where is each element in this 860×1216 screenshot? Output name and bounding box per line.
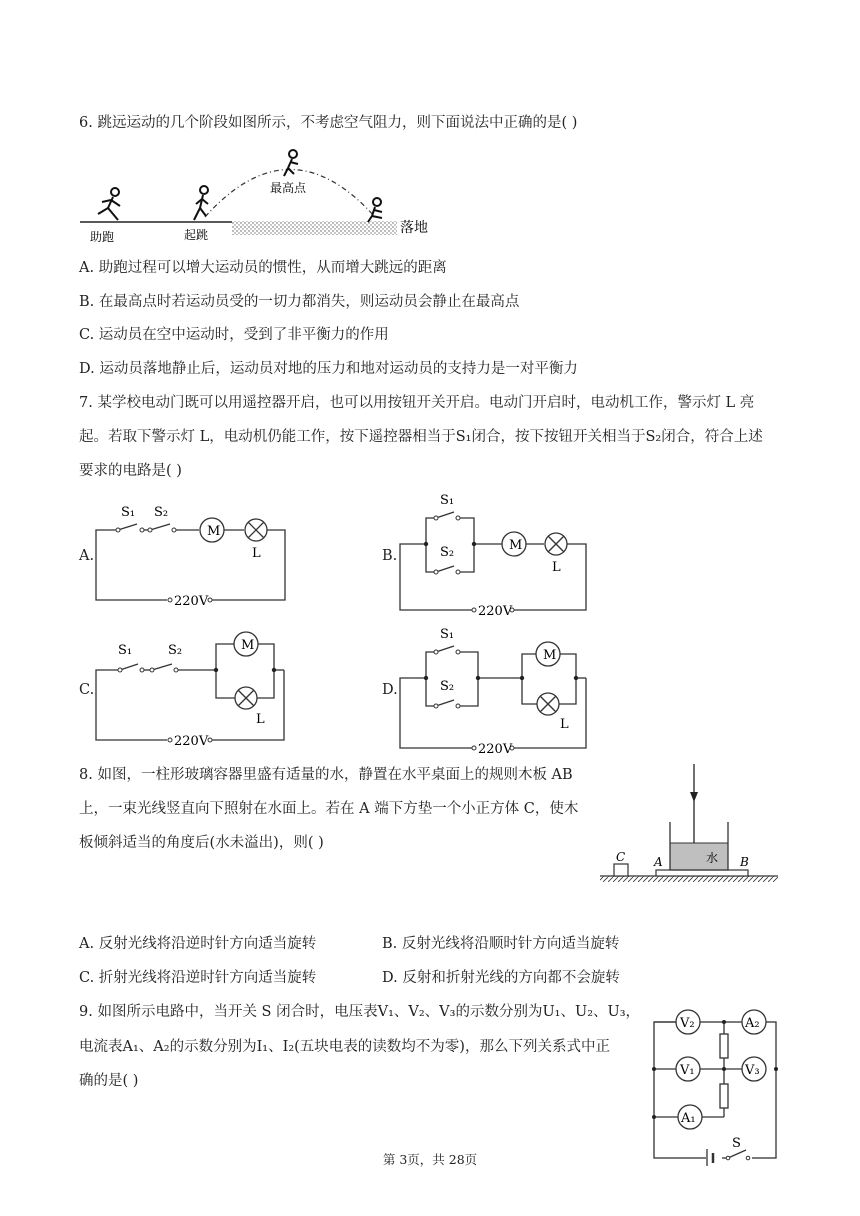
q8-stem-line1: 8. 如图，一柱形玻璃容器里盛有适量的水，静置在水平桌面上的规则木板 AB [79,767,573,783]
svg-text:水: 水 [706,851,719,865]
q7-stem-line2: 起。若取下警示灯 L，电动机仍能工作，按下遥控器相当于S₁闭合，按下按钮开关相当于S₂闭合，符合上述 [79,429,763,445]
svg-text:S: S [732,1136,741,1151]
svg-text:S₂: S₂ [168,643,183,658]
q8-option-c: C. 折射光线将沿逆时针方向适当旋转 [79,970,317,986]
svg-text:L: L [560,717,569,732]
svg-text:220V: 220V [478,604,513,616]
svg-text:L: L [552,560,561,575]
q6-option-a: A. 助跑过程可以增大运动员的惯性，从而增大跳远的距离 [79,260,447,276]
svg-text:A₂: A₂ [745,1016,760,1031]
q9-stem-line2: 电流表A₁、A₂的示数分别为I₁、I₂(五块电表的读数均不为零)，那么下列关系式中正 [79,1039,610,1055]
svg-text:S₂: S₂ [154,505,169,520]
q8-option-a: A. 反射光线将沿逆时针方向适当旋转 [79,936,317,952]
svg-text:M: M [509,538,523,553]
q7-circuit-d [394,622,594,754]
q7-stem-line3: 要求的电路是( ) [79,463,182,479]
q9-stem-line3: 确的是( ) [79,1073,139,1089]
svg-text:S₂: S₂ [440,545,455,560]
svg-text:L: L [256,712,265,727]
q6-option-c: C. 运动员在空中运动时，受到了非平衡力的作用 [79,327,389,343]
q7-circuit-a [92,500,292,610]
svg-text:S₁: S₁ [118,643,133,658]
svg-text:M: M [207,524,221,539]
q8-option-b: B. 反射光线将沿顺时针方向适当旋转 [382,936,620,952]
svg-text:S₁: S₁ [121,505,136,520]
svg-text:M: M [241,638,255,653]
q7-label-d: D. [382,682,398,698]
q6-long-jump-figure [80,142,450,247]
svg-text:S₁: S₁ [440,493,455,508]
svg-text:V₃: V₃ [745,1063,760,1078]
page-footer: 第 3页，共 28页 [382,1152,478,1167]
q6-stem: 6. 跳远运动的几个阶段如图所示，不考虑空气阻力，则下面说法中正确的是( ) [79,115,578,131]
q9-stem-line1: 9. 如图所示电路中，当开关 S 闭合时，电压表V₁、V₂、V₃的示数分别为U₁、U₂、U₃， [79,1004,641,1020]
svg-text:220V: 220V [478,742,513,754]
label-takeoff: 起跳 [184,228,209,242]
q8-option-d: D. 反射和折射光线的方向都不会旋转 [382,970,620,986]
q7-circuit-b [394,488,594,616]
svg-text:220V: 220V [174,594,209,609]
svg-text:B: B [740,855,749,869]
q6-option-b: B. 在最高点时若运动员受的一切力都消失，则运动员会静止在最高点 [79,294,520,310]
peak-figure [284,150,298,176]
svg-text:V₁: V₁ [680,1063,695,1078]
svg-text:L: L [252,546,261,561]
label-land: 落地 [400,220,428,236]
q7-label-b: B. [382,548,398,564]
label-peak: 最高点 [270,181,307,195]
q7-label-a: A. [79,548,95,564]
q8-container-figure [598,762,783,886]
q8-stem-line3: 板倾斜适当的角度后(水未溢出)，则( ) [79,835,324,851]
svg-text:V₂: V₂ [680,1016,695,1031]
svg-text:C: C [616,850,626,864]
svg-text:S₁: S₁ [440,627,455,642]
svg-text:M: M [543,648,557,663]
svg-text:A₁: A₁ [681,1111,696,1126]
q7-label-c: C. [79,682,95,698]
q9-meter-circuit [648,1004,782,1166]
svg-text:S₂: S₂ [440,679,455,694]
q7-circuit-c [92,626,292,748]
svg-text:A: A [654,855,663,869]
svg-text:220V: 220V [174,734,209,748]
label-run: 助跑 [90,230,115,244]
q8-stem-line2: 上，一束光线竖直向下照射在水面上。若在 A 端下方垫一个小正方体 C，使木 [79,801,579,817]
q6-option-d: D. 运动员落地静止后，运动员对地的压力和地对运动员的支持力是一对平衡力 [79,361,578,377]
landing-figure [368,198,382,222]
q7-stem-line1: 7. 某学校电动门既可以用遥控器开启，也可以用按钮开关开启。电动门开启时，电动机工作，警示灯 L 亮 [79,395,755,411]
takeoff-figure [194,186,208,220]
runner-figure [98,188,120,220]
